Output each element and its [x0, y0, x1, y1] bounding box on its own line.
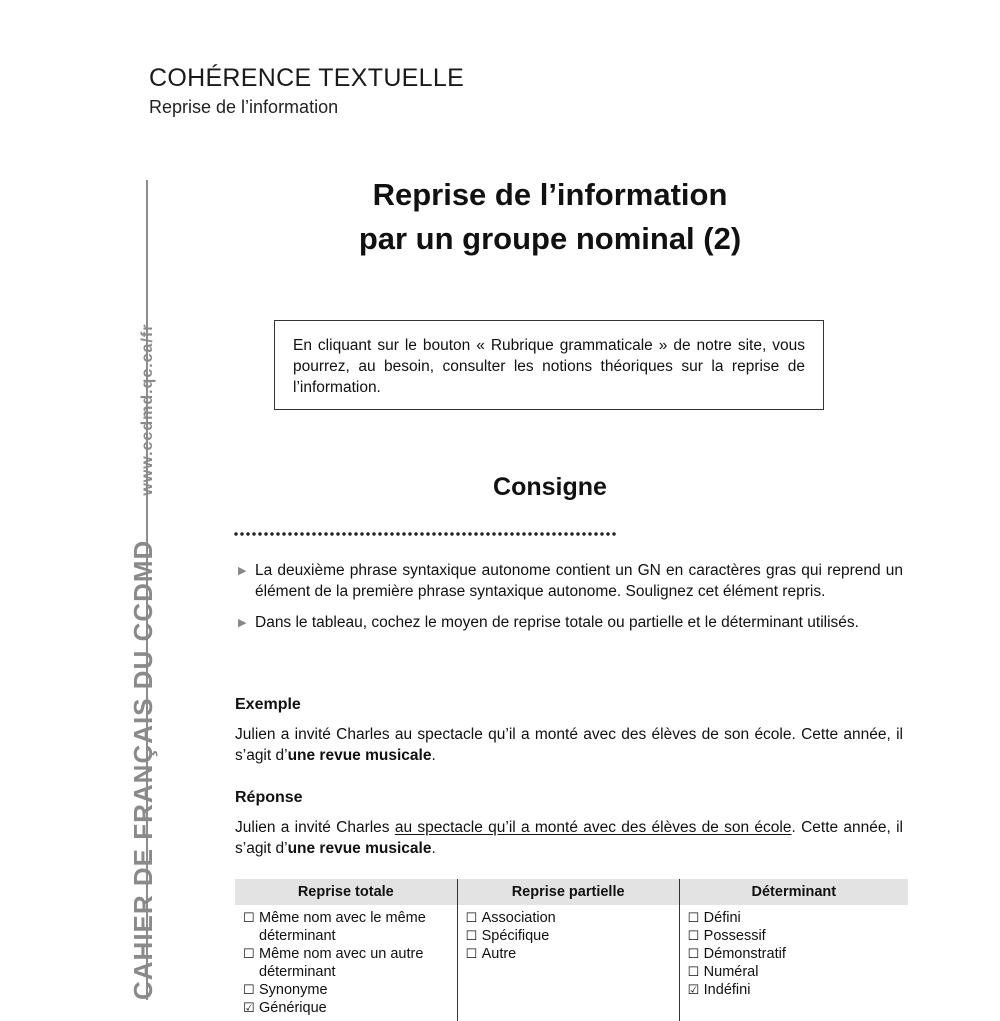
- checkbox-label: Spécifique: [481, 928, 550, 944]
- page-title-line-1: Reprise de l’information: [372, 177, 728, 212]
- checkbox-icon[interactable]: ☐: [465, 928, 478, 943]
- checkbox-option[interactable]: [464, 927, 673, 945]
- checkbox-icon[interactable]: ☐: [687, 928, 700, 943]
- checked-box-icon[interactable]: ☑: [243, 1000, 255, 1015]
- checkbox-label: Possessif: [703, 928, 766, 944]
- checkbox-option[interactable]: [241, 909, 451, 945]
- checkbox-icon[interactable]: ☐: [687, 946, 700, 961]
- checkbox-icon[interactable]: ☐: [243, 910, 255, 925]
- checkbox-label: Générique: [259, 1000, 327, 1016]
- checkbox-icon[interactable]: ☐: [687, 964, 700, 979]
- page-title-line-2: par un groupe nominal (2): [358, 221, 742, 256]
- consigne-heading: Consigne: [493, 473, 607, 501]
- instruction-text: Dans le tableau, cochez le moyen de reprise totale ou partielle et le déterminant utilisés.: [255, 614, 859, 631]
- checkbox-option[interactable]: [464, 945, 673, 963]
- checkbox-option[interactable]: [241, 981, 451, 999]
- checkbox-option[interactable]: [686, 963, 902, 981]
- exemple-text: Julien a invité Charles au spectacle qu’il a monté avec des élèves de son école. Cette année, il s’agit d’une revue musicale.: [235, 726, 903, 764]
- checkbox-option[interactable]: [686, 927, 902, 945]
- reponse-underlined: au spectacle qu’il a monté avec des élèves de son école: [394, 819, 792, 836]
- checkbox-icon[interactable]: ☐: [243, 946, 255, 961]
- checkbox-label: Démonstratif: [703, 946, 786, 962]
- exemple-bold-gn: une revue musicale: [287, 747, 432, 764]
- column-reprise-partielle: [457, 905, 679, 1021]
- header-reprise-partielle: Reprise partielle: [457, 879, 679, 905]
- section-title: COHÉRENCE TEXTUELLE: [149, 64, 465, 92]
- header-determinant: Déterminant: [679, 879, 908, 905]
- checkbox-option[interactable]: [686, 981, 902, 999]
- column-determinant: [679, 905, 908, 1021]
- checkbox-label: Même nom avec un autre déterminant: [259, 946, 424, 980]
- checkbox-option[interactable]: [464, 909, 673, 927]
- checkbox-label: Numéral: [703, 964, 759, 980]
- side-url: www.ccdmd.qc.ca/fr: [139, 323, 156, 496]
- column-reprise-totale: [235, 905, 457, 1021]
- checkbox-option[interactable]: [686, 909, 902, 927]
- checkbox-label: Synonyme: [259, 982, 328, 998]
- checkbox-option[interactable]: [241, 999, 451, 1017]
- header-reprise-totale: Reprise totale: [235, 879, 457, 905]
- checkbox-label: Indéfini: [703, 982, 751, 998]
- checkbox-icon[interactable]: ☐: [243, 982, 255, 997]
- checkbox-label: Même nom avec le même déterminant: [259, 910, 426, 944]
- checkbox-icon[interactable]: ☐: [687, 910, 700, 925]
- instruction-text: La deuxième phrase syntaxique autonome contient un GN en caractères gras qui reprend un élément de la première phrase syntaxique autonome. Soulignez cet élément repris.: [255, 562, 903, 600]
- checkbox-icon[interactable]: ☐: [465, 946, 478, 961]
- section-subtitle: Reprise de l’information: [149, 97, 339, 117]
- reponse-text: Julien a invité Charles au spectacle qu’il a monté avec des élèves de son école. Cette année, il s’agit d’une revue musicale.: [235, 819, 903, 857]
- section-header: [149, 64, 464, 118]
- checkbox-label: Autre: [481, 946, 517, 962]
- dotted-separator: [233, 531, 617, 537]
- checkbox-option[interactable]: [686, 945, 902, 963]
- exemple-label: Exemple: [235, 696, 301, 713]
- instruction-item: [238, 560, 903, 602]
- checkbox-label: Défini: [703, 910, 741, 926]
- checkbox-icon[interactable]: ☐: [465, 910, 478, 925]
- info-box: En cliquant sur le bouton « Rubrique grammaticale » de notre site, vous pourrez, au besoin, consulter les notions théoriques sur la reprise de l’information.: [274, 320, 824, 410]
- triangle-bullet-icon: ▶: [238, 565, 247, 577]
- side-brand: CAHIER DE FRANÇAIS DU CCDMD: [128, 539, 158, 1000]
- instruction-item: [238, 612, 903, 633]
- side-banner: [128, 324, 159, 1000]
- reponse-label: Réponse: [235, 789, 303, 806]
- checkbox-option[interactable]: [241, 945, 451, 981]
- reponse-bold-gn: une revue musicale: [287, 840, 432, 857]
- checked-box-icon[interactable]: ☑: [687, 982, 700, 997]
- triangle-bullet-icon: ▶: [238, 617, 247, 629]
- page-title: [230, 173, 870, 261]
- checkbox-label: Association: [481, 910, 556, 926]
- instruction-list: [238, 560, 903, 643]
